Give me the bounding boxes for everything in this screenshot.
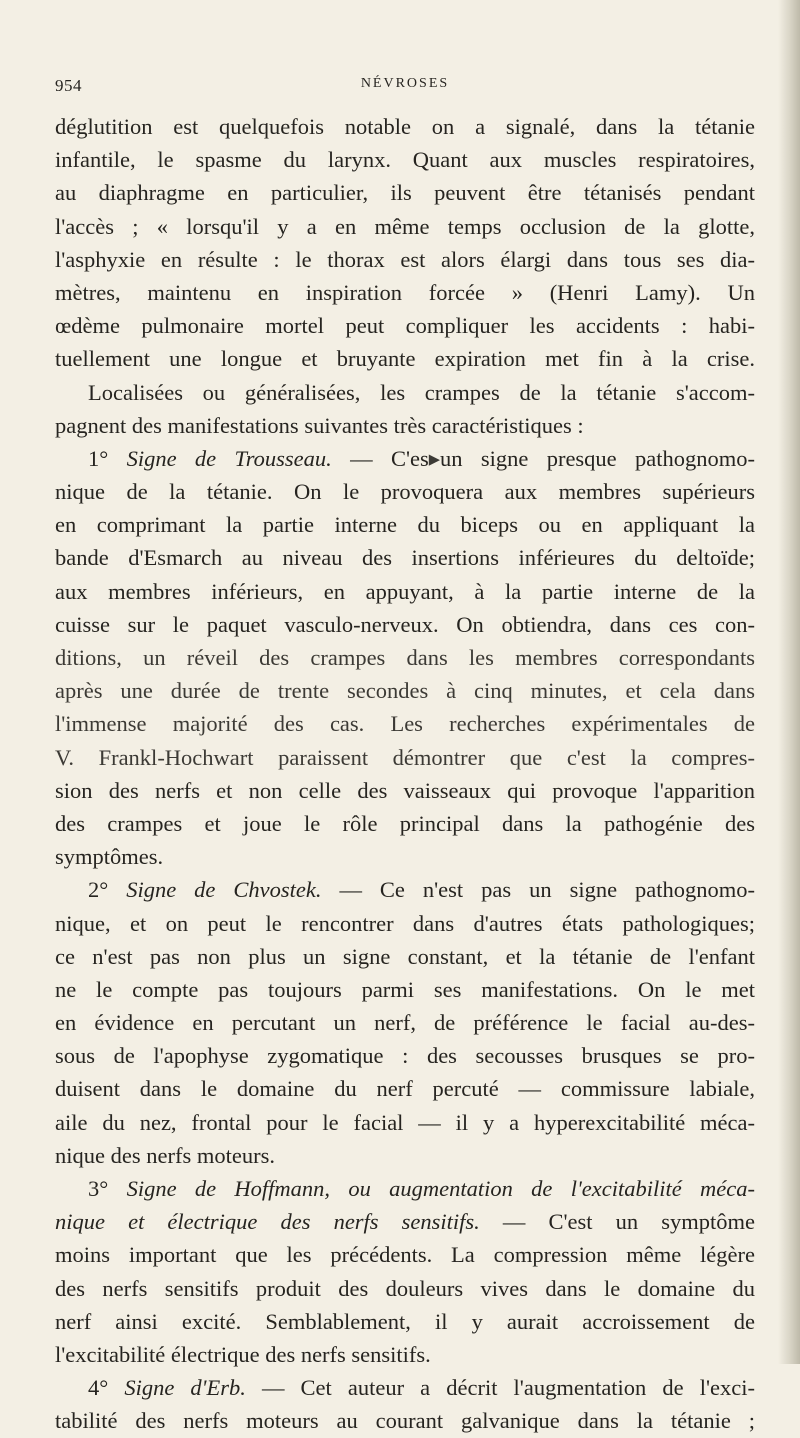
text-line: symptômes.	[55, 844, 164, 870]
text-line: aux membres inférieurs, en appuyant, à la partie interne de la	[55, 578, 755, 604]
text-line	[55, 1205, 755, 1238]
text-line: nique de la tétanie. On le provoquera aux membres supérieurs	[55, 479, 755, 505]
text-line: en comprimant la partie interne du biceps ou en appliquant la	[55, 512, 755, 538]
text-line: l'immense majorité des cas. Les recherches expérimentales de	[55, 711, 755, 737]
running-title: NÉVROSES	[360, 76, 450, 91]
text-line: bande d'Esmarch au niveau des insertions inférieures du deltoïde;	[55, 545, 755, 571]
text-line: sion des nerfs et non celle des vaisseaux qui provoque l'apparition	[55, 777, 755, 803]
text-line: nique, et on peut le rencontrer dans d'autres états pathologiques;	[55, 910, 755, 936]
text-line: ne le compte pas toujours parmi ses manifestations. On le met	[55, 976, 755, 1002]
text-line: l'excitabilité électrique des nerfs sensitifs.	[55, 1341, 431, 1367]
text-line: Localisées ou généralisées, les crampes de la tétanie s'accom-	[88, 379, 755, 405]
line-text: — C'est un symptôme	[479, 1209, 755, 1235]
body-text	[55, 110, 755, 1438]
text-line-signe-erb	[55, 1371, 755, 1404]
section-heading: Signe d'Erb.	[124, 1375, 246, 1401]
text-line: déglutition est quelquefois notable on a signalé, dans la tétanie	[55, 114, 755, 139]
text-line: cuisse sur le paquet vasculo-nerveux. On obtiendra, dans ces con-	[55, 611, 755, 637]
section-heading-cont: nique et électrique des nerfs sensitifs.	[55, 1209, 480, 1235]
text-line: nique des nerfs moteurs.	[55, 1142, 275, 1168]
item-number: 3°	[88, 1176, 127, 1201]
text-line: nerf ainsi excité. Semblablement, il y aurait accroissement de	[55, 1308, 755, 1334]
text-line: infantile, le spasme du larynx. Quant aux muscles respiratoires,	[55, 147, 755, 173]
text-line: sous de l'apophyse zygomatique : des secousses brusques se pro-	[55, 1043, 755, 1069]
text-line: ce n'est pas non plus un signe constant, et la tétanie de l'enfant	[55, 943, 755, 969]
text-line: V. Frankl-Hochwart paraissent démontrer que c'est la compres-	[55, 744, 755, 770]
text-line: duisent dans le domaine du nerf percuté — commissure labiale,	[55, 1076, 755, 1102]
text-line: mètres, maintenu en inspiration forcée » (Henri Lamy). Un	[55, 279, 755, 305]
text-line: en évidence en percutant un nerf, de préférence le facial au-des-	[55, 1010, 755, 1036]
text-line: pagnent des manifestations suivantes très caractéristiques :	[55, 412, 584, 438]
item-number: 1°	[88, 445, 127, 471]
ink-blot: ▸	[428, 445, 441, 471]
item-number: 4°	[88, 1375, 125, 1401]
text-line: ditions, un réveil des crampes dans les membres correspondants	[55, 645, 755, 670]
section-heading: Signe de Chvostek.	[126, 877, 322, 903]
line-text: — C'es	[331, 445, 429, 471]
text-line-signe-trousseau	[55, 442, 755, 475]
page-number: 954	[55, 76, 82, 95]
text-line-signe-hoffmann	[55, 1172, 755, 1205]
text-line: au diaphragme en particulier, ils peuvent être tétanisés pendant	[55, 180, 755, 206]
page-edge-shadow	[778, 0, 800, 1364]
text-line: aile du nez, frontal pour le facial — il y a hyperexcitabilité méca-	[55, 1109, 755, 1135]
text-line-signe-chvostek	[55, 873, 755, 906]
line-text: un signe presque pathognomo-	[440, 445, 755, 471]
text-line: tabilité des nerfs moteurs au courant galvanique dans la tétanie ;	[55, 1408, 755, 1434]
text-line: des crampes et joue le rôle principal dans la pathogénie des	[55, 810, 755, 836]
text-line: l'asphyxie en résulte : le thorax est alors élargi dans tous ses dia-	[55, 246, 755, 272]
item-number: 2°	[88, 877, 127, 903]
text-line: œdème pulmonaire mortel peut compliquer les accidents : habi-	[55, 313, 755, 339]
text-line: l'accès ; « lorsqu'il y a en même temps occlusion de la glotte,	[55, 213, 755, 239]
text-line: moins important que les précédents. La compression même légère	[55, 1242, 755, 1268]
line-text: — Ce n'est pas un signe pathognomo-	[321, 877, 755, 903]
line-text: — Cet auteur a décrit l'augmentation de l'exci-	[245, 1375, 755, 1401]
text-line: après une durée de trente secondes à cinq minutes, et cela dans	[55, 678, 755, 704]
text-line: des nerfs sensitifs produit des douleurs vives dans le domaine du	[55, 1275, 755, 1301]
section-heading: Signe de Hoffmann, ou augmentation de l'excitabilité méca-	[126, 1176, 755, 1201]
section-heading: Signe de Trousseau.	[126, 445, 332, 471]
page-header	[55, 76, 755, 100]
text-line: tuellement une longue et bruyante expiration met fin à la crise.	[55, 346, 755, 372]
